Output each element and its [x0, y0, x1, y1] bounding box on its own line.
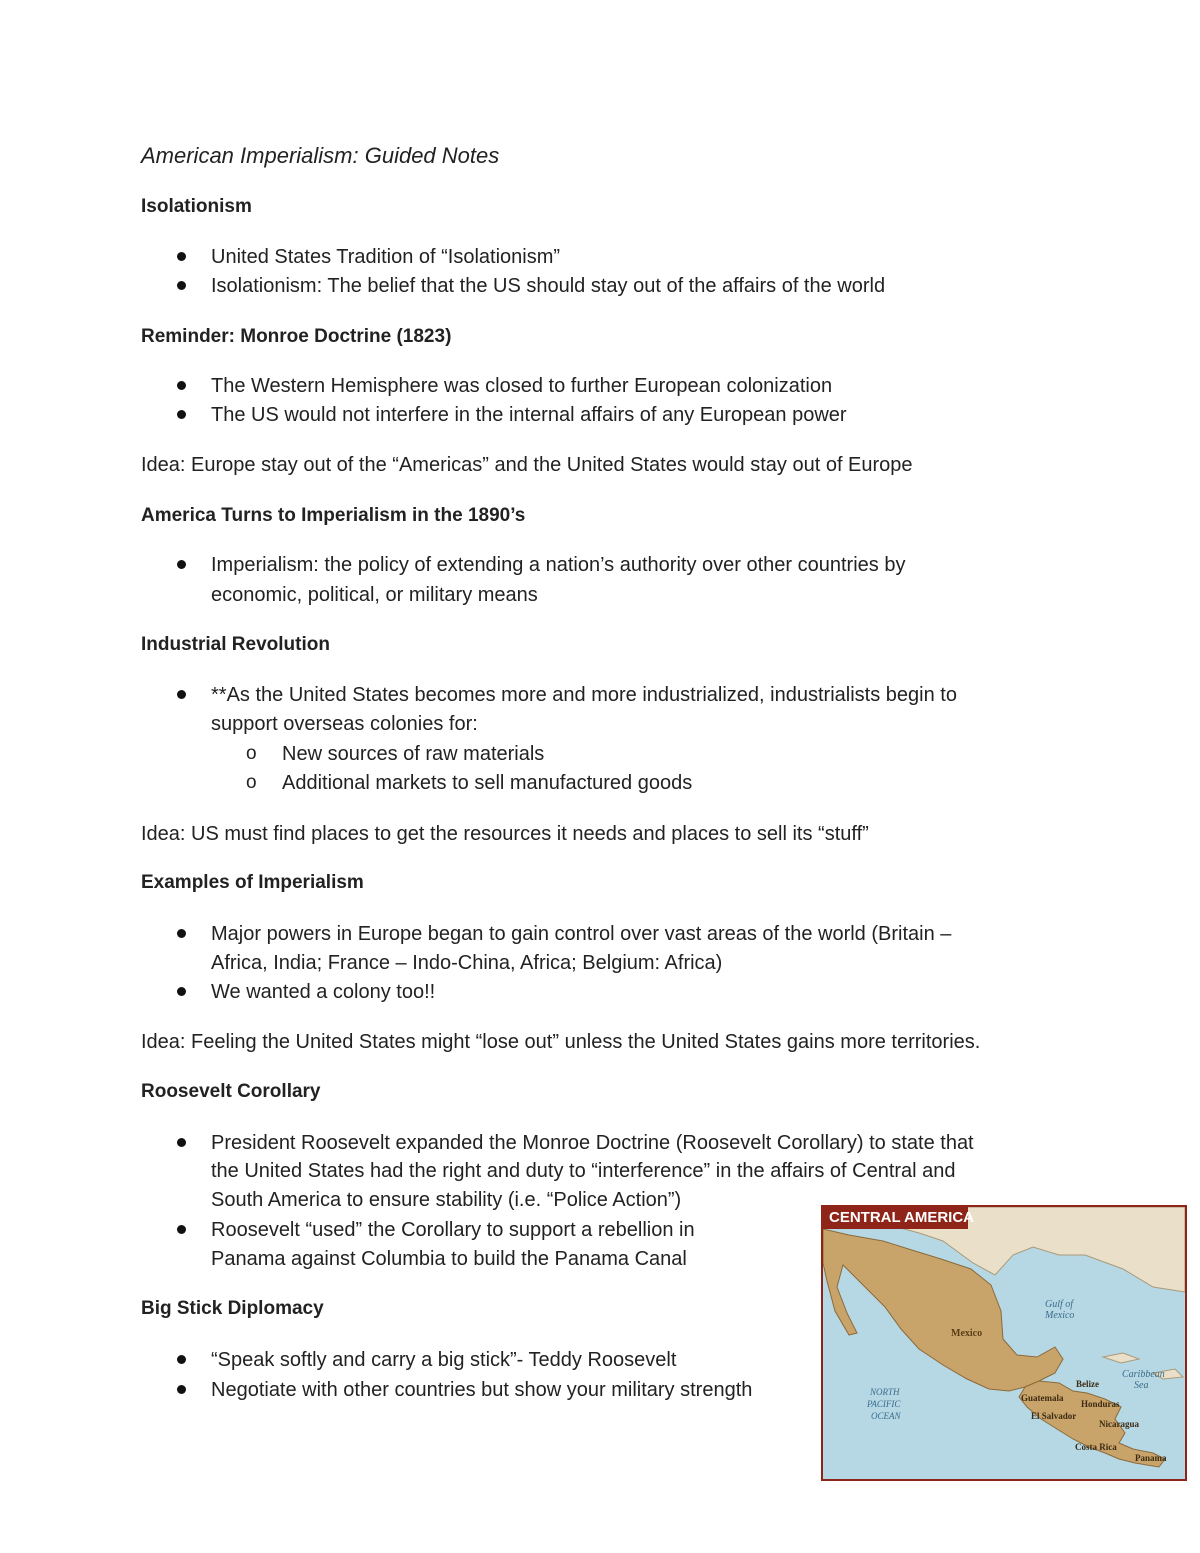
- map-label-belize: Belize: [1076, 1379, 1099, 1389]
- list-item: Isolationism: The belief that the US should stay out of the affairs of the world: [211, 275, 886, 297]
- map-graphic: [823, 1207, 1185, 1479]
- map-label-pacific: PACIFIC: [867, 1399, 901, 1409]
- bullet-icon: [177, 381, 186, 390]
- list-item-line: Imperialism: the policy of extending a nation’s authority over other countries by: [211, 554, 906, 576]
- heading-examples: Examples of Imperialism: [141, 872, 364, 893]
- list-item-line: **As the United States becomes more and more industrialized, industrialists begin to: [211, 684, 957, 706]
- heading-monroe-doctrine: Reminder: Monroe Doctrine (1823): [141, 326, 452, 347]
- list-item-line: Africa, India; France – Indo-China, Africa; Belgium: Africa): [211, 952, 723, 974]
- list-item-line: Roosevelt “used” the Corollary to support a rebellion in: [211, 1219, 695, 1241]
- bullet-icon: [177, 1355, 186, 1364]
- map-label-nicaragua: Nicaragua: [1099, 1419, 1139, 1429]
- bullet-icon: [177, 1138, 186, 1147]
- map-title: CENTRAL AMERICA: [823, 1207, 968, 1229]
- heading-isolationism: Isolationism: [141, 196, 252, 217]
- map-label-gulf: Mexico: [1045, 1310, 1075, 1321]
- bullet-icon: [177, 1225, 186, 1234]
- document-title: American Imperialism: Guided Notes: [141, 143, 500, 168]
- map-label-caribbean: Sea: [1134, 1380, 1149, 1391]
- idea-examples: Idea: Feeling the United States might “lose out” unless the United States gains more territories.: [141, 1031, 981, 1053]
- bullet-icon: [177, 690, 186, 699]
- map-label-guatemala: Guatemala: [1021, 1393, 1064, 1403]
- map-label-panama: Panama: [1135, 1453, 1167, 1463]
- map-label-el-salvador: El Salvador: [1031, 1411, 1077, 1421]
- heading-big-stick: Big Stick Diplomacy: [141, 1298, 324, 1319]
- map-label-gulf: Gulf of: [1045, 1299, 1074, 1310]
- idea-industrial: Idea: US must find places to get the resources it needs and places to sell its “stuff”: [141, 823, 869, 845]
- bullet-icon: [177, 929, 186, 938]
- map-label-caribbean: Caribbean: [1122, 1369, 1165, 1380]
- map-label-pacific: OCEAN: [871, 1411, 901, 1421]
- list-item: United States Tradition of “Isolationism”: [211, 246, 561, 268]
- list-item-line: Major powers in Europe began to gain control over vast areas of the world (Britain –: [211, 923, 952, 945]
- list-item-line: support overseas colonies for:: [211, 713, 478, 735]
- list-item-line: Panama against Columbia to build the Panama Canal: [211, 1248, 687, 1270]
- map-label-mexico: Mexico: [951, 1328, 983, 1339]
- list-item-line: the United States had the right and duty to “interference” in the affairs of Central and: [211, 1160, 956, 1182]
- map-label-costa-rica: Costa Rica: [1075, 1442, 1117, 1452]
- sub-list-item: New sources of raw materials: [282, 743, 545, 765]
- heading-america-turns: America Turns to Imperialism in the 1890’s: [141, 505, 526, 526]
- map-label-honduras: Honduras: [1081, 1399, 1120, 1409]
- sub-bullet-marker: o: [246, 772, 257, 793]
- list-item: We wanted a colony too!!: [211, 981, 436, 1003]
- bullet-icon: [177, 410, 186, 419]
- bullet-icon: [177, 560, 186, 569]
- list-item-line: President Roosevelt expanded the Monroe Doctrine (Roosevelt Corollary) to state that: [211, 1132, 974, 1154]
- list-item-line: economic, political, or military means: [211, 584, 538, 606]
- list-item-line: South America to ensure stability (i.e. “Police Action”): [211, 1189, 682, 1211]
- central-america-map: [821, 1205, 1187, 1481]
- bullet-icon: [177, 1385, 186, 1394]
- bullet-icon: [177, 281, 186, 290]
- idea-monroe: Idea: Europe stay out of the “Americas” and the United States would stay out of Europe: [141, 454, 913, 476]
- list-item: The Western Hemisphere was closed to further European colonization: [211, 375, 833, 397]
- map-label-pacific: NORTH: [870, 1387, 900, 1397]
- sub-bullet-marker: o: [246, 743, 257, 764]
- list-item: Negotiate with other countries but show your military strength: [211, 1379, 753, 1401]
- bullet-icon: [177, 987, 186, 996]
- list-item: “Speak softly and carry a big stick”- Teddy Roosevelt: [211, 1349, 677, 1371]
- sub-list-item: Additional markets to sell manufactured goods: [282, 772, 693, 794]
- heading-roosevelt-corollary: Roosevelt Corollary: [141, 1081, 321, 1102]
- bullet-icon: [177, 252, 186, 261]
- heading-industrial-revolution: Industrial Revolution: [141, 634, 330, 655]
- list-item: The US would not interfere in the internal affairs of any European power: [211, 404, 847, 426]
